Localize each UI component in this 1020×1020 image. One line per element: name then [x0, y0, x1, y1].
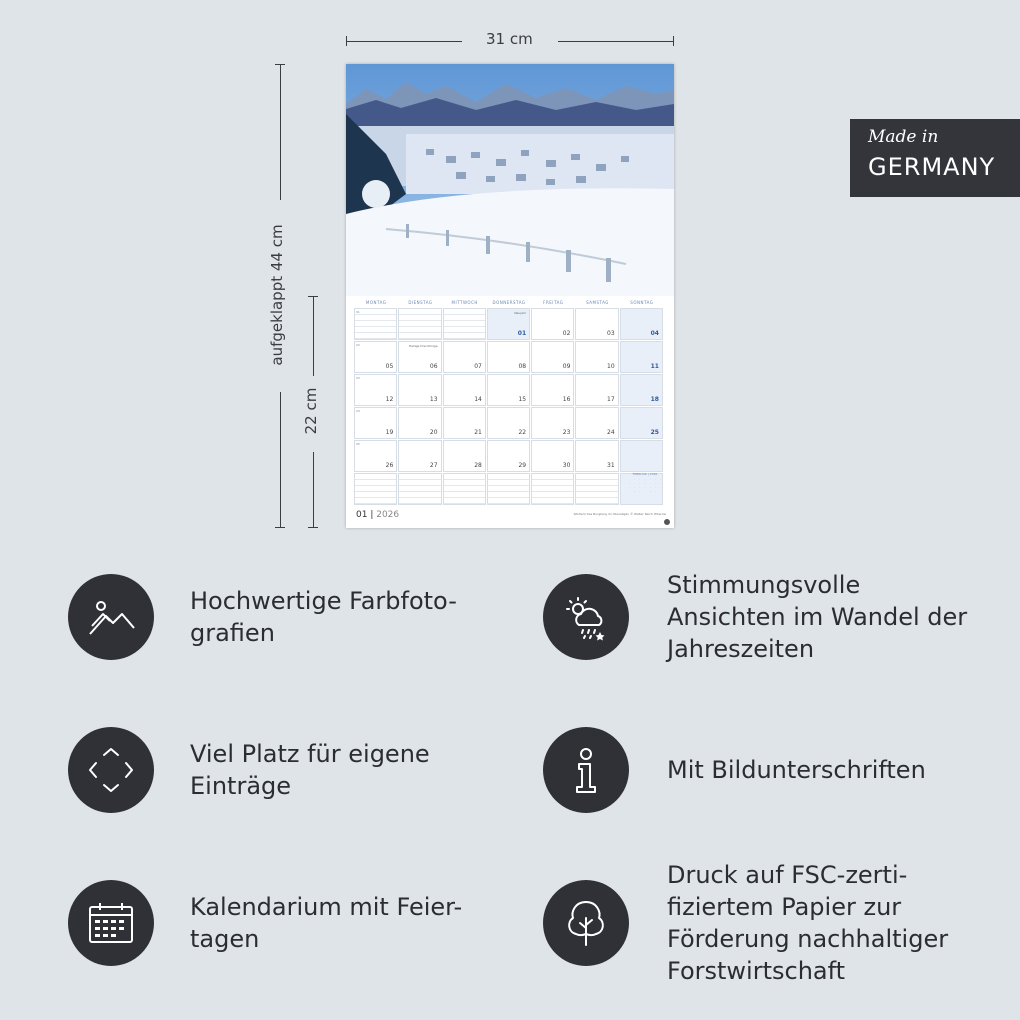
day-cell — [487, 440, 530, 472]
day-number: 19 — [385, 429, 394, 436]
notes-cell — [575, 473, 618, 505]
day-cell — [620, 308, 663, 340]
height-closed-line-top — [313, 296, 314, 376]
feature-text — [667, 569, 967, 665]
notes-row — [354, 473, 664, 505]
feature-line: Mit Bildunterschriften — [667, 756, 926, 784]
day-number: 24 — [607, 429, 615, 436]
day-number: 02 — [562, 330, 571, 337]
feature-text — [190, 891, 462, 955]
feature-icon-circle — [68, 574, 154, 660]
notes-cell — [354, 473, 397, 505]
made-in-germany-badge — [850, 119, 1020, 197]
feature-line: Hochwertige Farbfoto- — [190, 587, 457, 615]
holiday-note: Heilige Drei Könige — [409, 344, 438, 348]
day-cell — [398, 407, 441, 439]
feature-line: Druck auf FSC-zerti- — [667, 861, 908, 889]
day-cell — [354, 407, 397, 439]
notes-cell — [487, 473, 530, 505]
height-open-line-top — [280, 64, 281, 200]
day-number: 11 — [650, 363, 659, 370]
notes-cell — [531, 473, 574, 505]
feature-text — [667, 859, 948, 987]
day-cell — [531, 341, 574, 373]
week-row — [354, 407, 664, 439]
day-cell — [354, 440, 397, 472]
day-cell — [531, 308, 574, 340]
feature-line: fiziertem Papier zur — [667, 893, 902, 921]
day-number: 01 — [517, 330, 527, 337]
feature-line: tagen — [190, 925, 260, 953]
feature-line: Förderung nachhaltiger — [667, 925, 949, 953]
day-cell — [398, 440, 441, 472]
weekday-label: DIENSTAG — [408, 300, 433, 305]
day-number: 17 — [607, 396, 615, 403]
day-number: 14 — [474, 396, 482, 403]
day-cell — [487, 341, 530, 373]
day-number: 25 — [650, 429, 659, 436]
day-number: 30 — [562, 462, 571, 469]
publisher-logo — [664, 519, 670, 525]
calendar-icon — [86, 898, 136, 948]
weekday-label: SONNTAG — [630, 300, 654, 305]
day-cell — [354, 341, 397, 373]
day-number: 28 — [474, 462, 482, 469]
weekday-header — [354, 300, 664, 308]
tree-icon — [561, 898, 611, 948]
day-cell — [398, 308, 441, 340]
week-row — [354, 374, 664, 406]
made-in-label: Made in — [868, 127, 939, 147]
day-cell — [575, 308, 618, 340]
width-line-left — [346, 41, 462, 42]
day-cell — [620, 407, 663, 439]
weather-seasons-icon — [561, 592, 611, 642]
month-footer — [356, 510, 399, 520]
width-tick-right — [673, 36, 674, 46]
feature-line: Stimmungsvolle — [667, 571, 861, 599]
week-number: 05 — [356, 442, 360, 446]
day-number: 22 — [518, 429, 527, 436]
mountain-photo-icon — [86, 592, 136, 642]
feature-icon-circle — [543, 727, 629, 813]
feature-text — [667, 754, 926, 786]
day-number: 06 — [429, 363, 438, 370]
day-number: 04 — [650, 330, 659, 337]
day-number: 09 — [562, 363, 571, 370]
day-cell — [487, 407, 530, 439]
height-closed-tick-top — [308, 296, 318, 297]
height-open-tick-top — [275, 64, 285, 65]
day-cell — [575, 440, 618, 472]
feature-icon-circle — [68, 727, 154, 813]
day-cell — [443, 440, 486, 472]
feature-line: Viel Platz für eigene — [190, 740, 430, 768]
year-number: 2026 — [376, 510, 400, 520]
day-cell — [487, 308, 530, 340]
day-number: 18 — [650, 396, 659, 403]
month-number: 01 — [356, 510, 368, 520]
weekday-label: FREITAG — [543, 300, 564, 305]
day-number: 20 — [429, 429, 438, 436]
photo-caption: Winterliches Burgberg im Oberallgäu © Walter Reich Wherow — [573, 512, 666, 516]
notes-cell — [443, 473, 486, 505]
day-number: 23 — [562, 429, 571, 436]
day-cell — [620, 440, 663, 472]
day-cell — [354, 308, 397, 340]
day-number: 29 — [518, 462, 527, 469]
week-number: 01 — [356, 310, 360, 314]
week-number: 02 — [356, 343, 360, 347]
weekday-label: SAMSTAG — [586, 300, 609, 305]
day-cell — [443, 341, 486, 373]
feature-text — [190, 585, 457, 649]
expand-arrows-icon — [86, 745, 136, 795]
day-cell — [575, 341, 618, 373]
height-closed-line-bottom — [313, 452, 314, 528]
day-number: 05 — [385, 363, 394, 370]
height-open-tick-bottom — [275, 527, 285, 528]
day-cell — [487, 374, 530, 406]
day-number: 31 — [607, 462, 615, 469]
week-number: 03 — [356, 376, 360, 380]
day-number: 13 — [429, 396, 438, 403]
day-cell — [531, 440, 574, 472]
height-open-line-bottom — [280, 392, 281, 528]
week-row — [354, 308, 664, 340]
day-cell — [531, 407, 574, 439]
holiday-note: Neujahr — [514, 311, 527, 315]
week-row — [354, 440, 664, 472]
feature-line: grafien — [190, 619, 275, 647]
day-cell — [575, 407, 618, 439]
height-open-label: aufgeklappt 44 cm — [268, 224, 286, 366]
feature-text — [190, 738, 430, 802]
info-icon — [561, 745, 611, 795]
week-number: 04 — [356, 409, 360, 413]
notes-cell — [398, 473, 441, 505]
day-cell — [620, 341, 663, 373]
day-cell — [575, 374, 618, 406]
feature-icon-circle — [68, 880, 154, 966]
day-number: 08 — [518, 363, 527, 370]
day-number: 21 — [474, 429, 482, 436]
mini-calendar-days: · · · · · · · · · · · · · · · · · · · · · · · · · · · · — [628, 478, 662, 493]
calendar-preview — [346, 64, 674, 528]
feature-line: Ansichten im Wandel der — [667, 603, 968, 631]
day-number: 03 — [607, 330, 615, 337]
day-number: 07 — [474, 363, 482, 370]
day-number: 15 — [518, 396, 527, 403]
day-number: 26 — [385, 462, 394, 469]
feature-icon-circle — [543, 880, 629, 966]
width-tick-left — [346, 36, 347, 46]
calendar-grid — [354, 300, 664, 506]
weekday-label: DONNERSTAG — [492, 300, 526, 305]
day-number: 10 — [607, 363, 615, 370]
feature-line: Einträge — [190, 772, 292, 800]
day-cell — [443, 407, 486, 439]
day-cell — [354, 374, 397, 406]
width-line-right — [558, 41, 674, 42]
feature-line: Forstwirtschaft — [667, 957, 846, 985]
day-number: 12 — [385, 396, 394, 403]
day-cell — [398, 374, 441, 406]
week-row — [354, 341, 664, 373]
feature-icon-circle — [543, 574, 629, 660]
mini-calendar-title: FEBRUAR | 2026 — [632, 472, 658, 476]
height-closed-tick-bottom — [308, 527, 318, 528]
winter-landscape-photo — [346, 64, 674, 296]
feature-line: Kalendarium mit Feier- — [190, 893, 463, 921]
day-number: 16 — [562, 396, 571, 403]
country-label: GERMANY — [868, 153, 996, 181]
mini-calendar-next-month — [627, 472, 663, 493]
width-label: 31 cm — [486, 30, 533, 48]
day-cell — [620, 374, 663, 406]
footer-separator: | — [370, 510, 377, 520]
weekday-label: MONTAG — [365, 300, 387, 305]
height-closed-label: 22 cm — [302, 387, 320, 435]
feature-line: Jahreszeiten — [667, 635, 815, 663]
weekday-label: MITTWOCH — [451, 300, 478, 305]
day-number: 27 — [429, 462, 438, 469]
day-cell — [443, 374, 486, 406]
day-cell — [443, 308, 486, 340]
day-cell — [398, 341, 441, 373]
day-cell — [531, 374, 574, 406]
